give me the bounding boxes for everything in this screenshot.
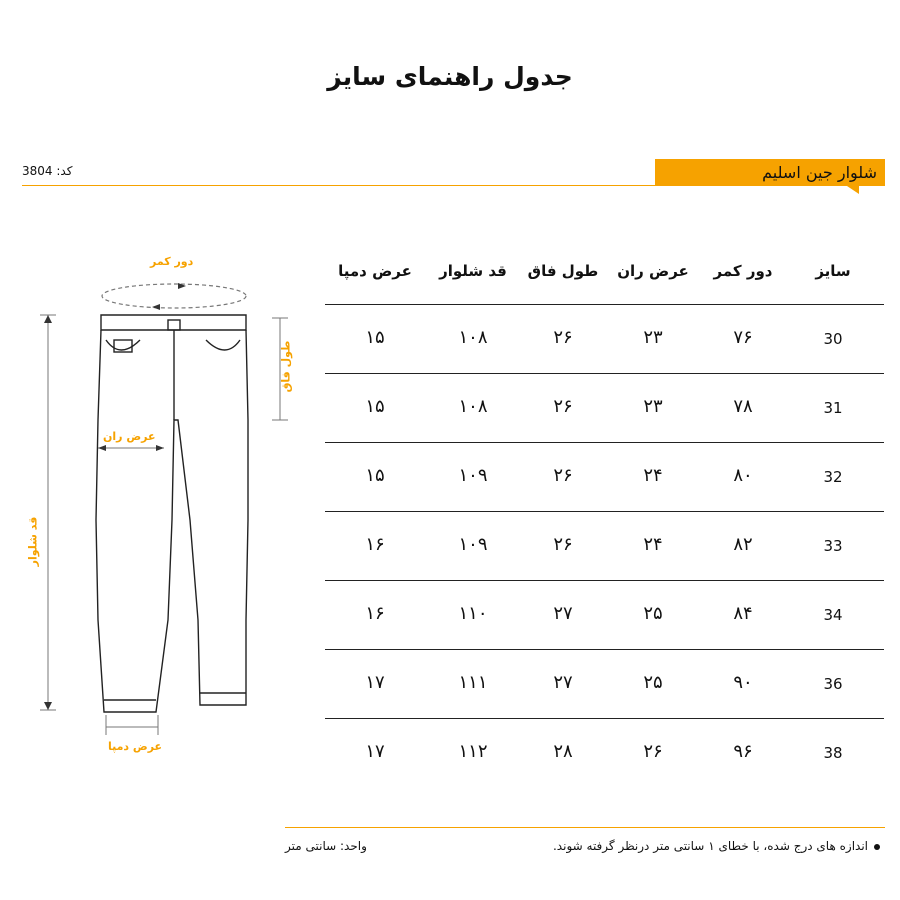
header-waist: دور کمر [713, 262, 773, 280]
header-size: سایز [815, 262, 851, 280]
table-cell: ۱۰۸ [458, 396, 488, 417]
table-row-divider [325, 580, 884, 581]
product-code: کد: 3804 [22, 164, 73, 178]
table-cell: ۲۸ [553, 741, 573, 762]
table-cell-size: 31 [823, 399, 843, 417]
table-cell: ۷۸ [733, 396, 753, 417]
waist-label: دور کمر [150, 255, 194, 268]
jeans-diagram [0, 240, 320, 760]
table-cell: ۱۶ [365, 603, 385, 624]
header-rise: طول فاق [527, 262, 599, 280]
header-thigh: عرض ران [617, 262, 689, 280]
waist-arrow-bottom [152, 304, 160, 310]
table-cell: ۲۴ [643, 465, 663, 486]
footer-note [553, 839, 880, 853]
table-cell-size: 33 [823, 537, 843, 555]
product-banner [655, 159, 885, 186]
table-cell: ۲۶ [553, 534, 573, 555]
header-hem: عرض دمپا [338, 262, 412, 280]
table-cell: ۱۵ [365, 396, 385, 417]
thigh-label: عرض ران [103, 430, 156, 443]
table-cell-size: 34 [823, 606, 843, 624]
table-cell: ۲۵ [643, 672, 663, 693]
rise-label: طول فاق [279, 340, 293, 393]
table-cell: ۱۰۹ [458, 534, 488, 555]
table-cell: ۹۰ [733, 672, 753, 693]
table-cell: ۱۱۲ [458, 741, 488, 762]
table-row-divider [325, 649, 884, 650]
page-title: جدول راهنمای سایز [327, 62, 573, 91]
table-cell: ۲۶ [643, 741, 663, 762]
table-row-divider [325, 373, 884, 374]
table-cell: ۱۷ [365, 672, 385, 693]
table-cell: ۹۶ [733, 741, 753, 762]
waist-measure-ellipse [102, 284, 246, 308]
table-cell-size: 38 [823, 744, 843, 762]
table-cell: ۸۰ [733, 465, 753, 486]
table-row-divider [325, 442, 884, 443]
table-cell: ۱۶ [365, 534, 385, 555]
table-cell-size: 32 [823, 468, 843, 486]
table-cell: ۲۳ [643, 396, 663, 417]
hem-label: عرض دمپا [108, 740, 163, 753]
table-cell: ۲۷ [553, 672, 573, 693]
table-cell: ۱۱۱ [458, 672, 488, 693]
table-cell-size: 30 [823, 330, 843, 348]
table-cell: ۲۶ [553, 327, 573, 348]
table-cell: ۲۳ [643, 327, 663, 348]
banner-tail [847, 186, 859, 194]
length-label: قد شلوار [26, 516, 40, 567]
unit-label: واحد: سانتی متر [285, 839, 367, 853]
table-row-divider [325, 304, 884, 305]
footer-note-text: اندازه های درج شده، با خطای ۱ سانتی متر درنظر گرفته شوند. [552, 839, 868, 853]
table-cell: ۸۴ [733, 603, 753, 624]
table-row-divider [325, 718, 884, 719]
table-cell: ۱۰۹ [458, 465, 488, 486]
footer-divider [285, 827, 885, 828]
table-cell: ۲۴ [643, 534, 663, 555]
jeans-outline [96, 315, 248, 712]
table-cell: ۱۵ [365, 465, 385, 486]
table-cell: ۱۷ [365, 741, 385, 762]
table-row-divider [325, 511, 884, 512]
bullet-icon [874, 844, 880, 850]
table-cell: ۱۰۸ [458, 327, 488, 348]
table-cell: ۱۵ [365, 327, 385, 348]
table-cell: ۲۷ [553, 603, 573, 624]
table-cell: ۲۶ [553, 396, 573, 417]
table-cell: ۱۱۰ [458, 603, 488, 624]
table-cell: ۲۵ [643, 603, 663, 624]
table-cell: ۸۲ [733, 534, 753, 555]
table-cell: ۲۶ [553, 465, 573, 486]
table-cell-size: 36 [823, 675, 843, 693]
header-length: قد شلوار [439, 262, 507, 280]
product-name: شلوار جین اسلیم [762, 163, 877, 182]
table-cell: ۷۶ [733, 327, 753, 348]
